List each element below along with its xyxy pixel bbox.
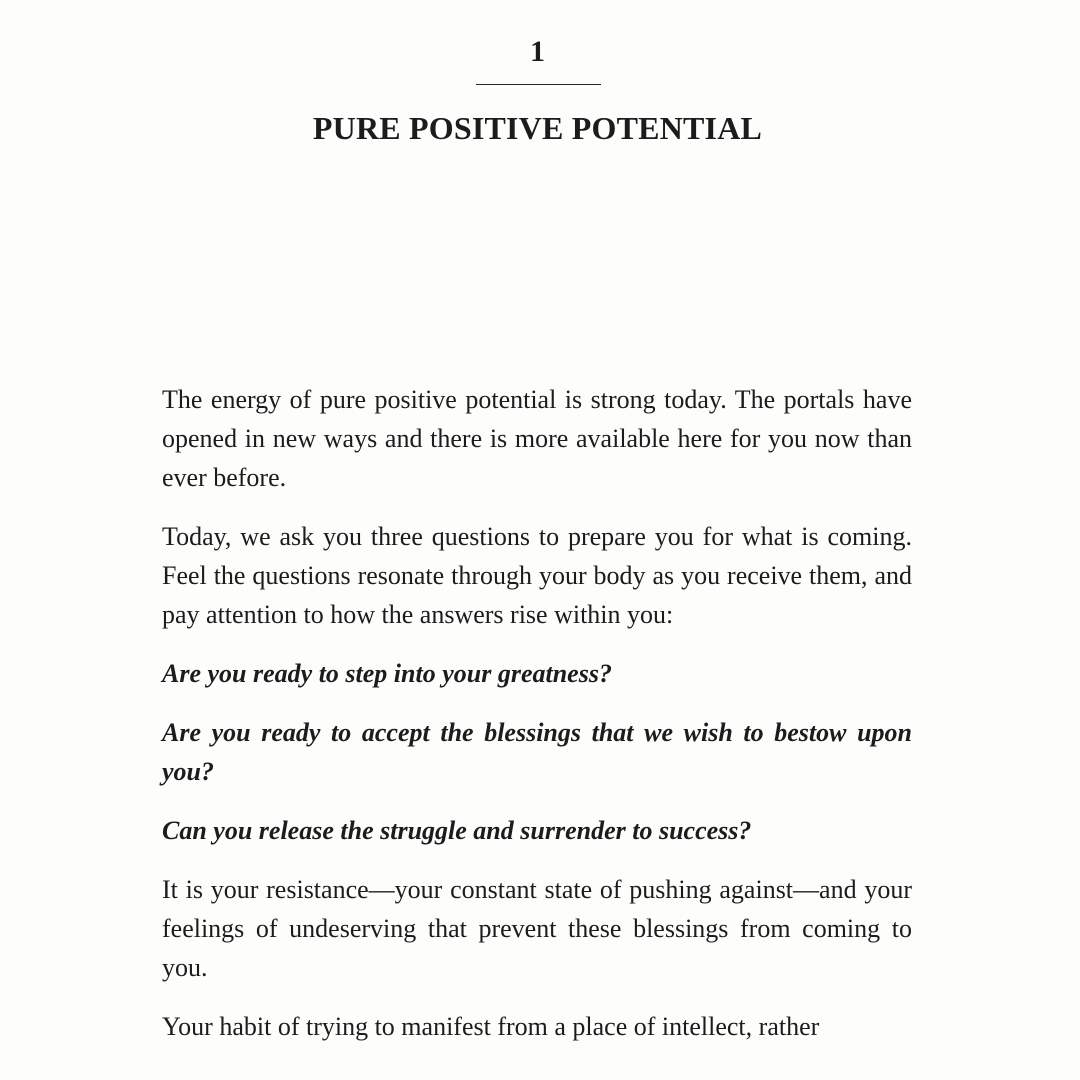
paragraph-intro: The energy of pure positive potential is strong today. The portals have opened in new ways and there is more available here for you now than ever before.: [162, 385, 912, 492]
chapter-number: 1: [530, 35, 545, 68]
paragraph-questions-intro: Today, we ask you three questions to prepare you for what is coming. Feel the questions resonate through your body as you receive them, and pay attention to how the answers rise within you:: [162, 522, 912, 629]
question-surrender: Can you release the struggle and surrender to success?: [162, 816, 752, 845]
paragraph-habit: Your habit of trying to manifest from a place of intellect, rather: [162, 1012, 820, 1041]
question-greatness: Are you ready to step into your greatness?: [162, 659, 612, 688]
paragraph-resistance: It is your resistance—your constant state of pushing against—and your feelings of undeserving that prevent these blessings from coming to you.: [162, 875, 912, 982]
chapter-title: PURE POSITIVE POTENTIAL: [312, 110, 763, 146]
chapter-body: [162, 380, 912, 1066]
chapter-divider: [476, 84, 601, 85]
question-blessings: Are you ready to accept the blessings that we wish to bestow upon you?: [162, 718, 912, 786]
